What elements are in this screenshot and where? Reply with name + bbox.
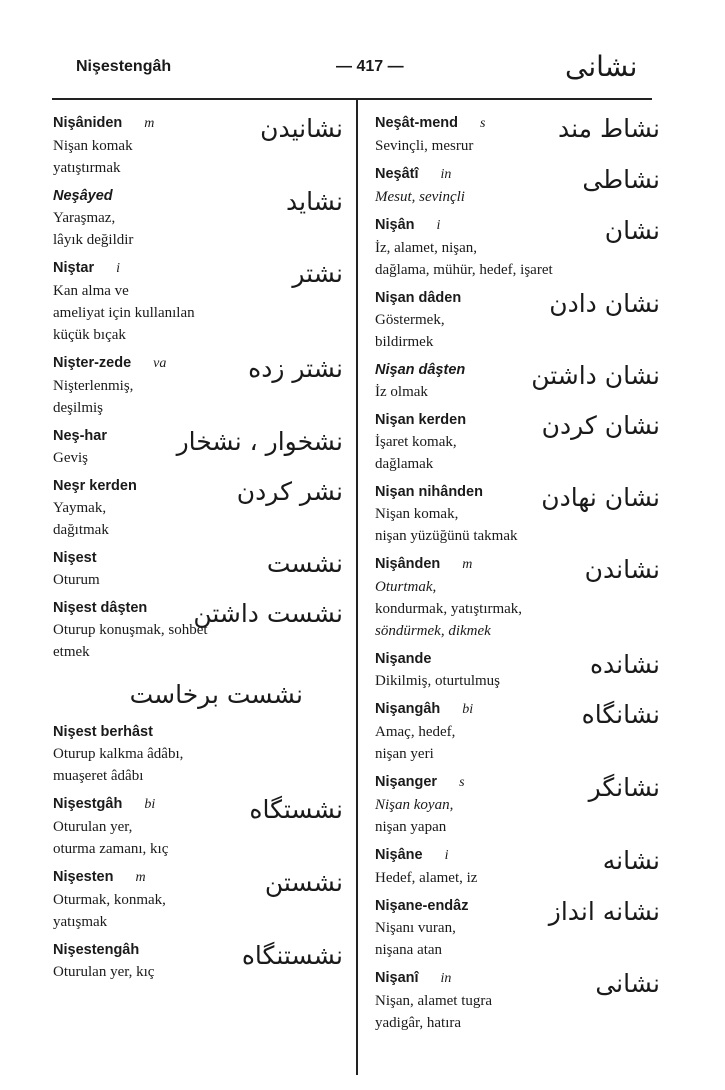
entry-term: Nişanger (375, 774, 438, 790)
dictionary-entry (375, 648, 660, 692)
entry-definition-line: nişan yeri (375, 746, 434, 762)
dictionary-entry (53, 352, 343, 419)
entry-term: Nişestengâh (53, 942, 140, 958)
entry-part-of-speech: m (462, 557, 473, 572)
entry-definition-line: yatışmak (53, 914, 108, 930)
dictionary-entry (375, 287, 660, 353)
entry-arabic-script: نشان کردن (541, 411, 660, 440)
header-rule (52, 98, 652, 100)
dictionary-entry (53, 866, 343, 933)
entry-definition-line: Amaç, hedef, (375, 724, 456, 740)
entry-arabic-script: نشانده (589, 650, 660, 679)
entry-definition-line: Yaraşmaz, (53, 210, 116, 226)
entry-term: Nişesten (53, 869, 114, 885)
entry-arabic-script: نشست (266, 549, 343, 578)
entry-term: Nişangâh (375, 701, 441, 717)
entry-arabic-script: نشان (604, 216, 660, 245)
entry-arabic-script: نشاطی (582, 165, 660, 194)
entry-definition-line: Hedef, alamet, iz (375, 870, 478, 886)
entry-arabic-script: نشانه انداز (548, 897, 660, 926)
entry-part-of-speech: in (440, 971, 452, 986)
entry-part-of-speech: i (116, 261, 120, 276)
entry-part-of-speech: m (144, 116, 155, 131)
entry-arabic-script: نشان داشتن (531, 361, 660, 390)
dictionary-entry (375, 771, 660, 838)
entry-arabic-script: نشر کردن (236, 477, 343, 506)
entry-arabic-script: نشاندن (584, 555, 660, 584)
entry-definition-line: muaşeret âdâbı (53, 768, 144, 784)
dictionary-entry (53, 939, 343, 983)
entry-term: Neşâtî (375, 166, 419, 182)
entry-part-of-speech: s (480, 116, 486, 131)
right-column (375, 112, 660, 1040)
entry-term: Neş-har (53, 428, 107, 444)
standalone-arabic-heading: نشست برخاست (129, 680, 303, 709)
entry-definition-line: söndürmek, dikmek (375, 623, 491, 639)
entry-term: Nişest (53, 550, 97, 566)
entry-definition-line: lâyık değildir (53, 232, 134, 248)
entry-definition-line: Dikilmiş, oturtulmuş (375, 673, 501, 689)
dictionary-entry (53, 425, 343, 469)
dictionary-entry (53, 597, 343, 663)
entry-definition-line: Nişan, alamet tugra (375, 993, 493, 1009)
entry-definition-line: Oturmak, konmak, (53, 892, 166, 908)
dictionary-entry (53, 185, 343, 251)
entry-definition-line: deşilmiş (53, 400, 104, 416)
running-head-right-arabic: نشانی (565, 51, 638, 82)
entry-definition-line: kondurmak, yatıştırmak, (375, 601, 523, 617)
entry-term: Neşâyed (53, 188, 113, 204)
entry-part-of-speech: va (153, 356, 167, 371)
dictionary-entry (375, 359, 660, 403)
entry-term: Nişâniden (53, 115, 123, 131)
entry-arabic-script: نشانه (602, 846, 660, 875)
entry-part-of-speech: s (459, 775, 465, 790)
entry-arabic-script: نشستگاه (249, 795, 343, 824)
entry-definition-line: Nişterlenmiş, (53, 378, 134, 394)
dictionary-entry (375, 214, 660, 281)
entry-definition-line: oturma zamanı, kıç (53, 841, 169, 857)
entry-arabic-script: نشانگاه (581, 700, 660, 729)
entry-term: Nişan kerden (375, 412, 467, 428)
entry-term: Neşr kerden (53, 478, 137, 494)
entry-definition-line: Nişanı vuran, (375, 920, 456, 936)
entry-definition-line: nişan yapan (375, 819, 447, 835)
dictionary-entry (375, 967, 660, 1034)
entry-definition-line: Oturtmak, (375, 579, 437, 595)
entry-definition-line: ameliyat için kullanılan (53, 305, 195, 321)
entry-term: Nişest dâşten (53, 600, 148, 616)
entry-arabic-script: نشخوار ، نشخار (176, 427, 343, 456)
dictionary-entry (375, 409, 660, 475)
entry-arabic-script: نشست داشتن (193, 599, 343, 628)
entry-arabic-script: نشستن (264, 868, 343, 897)
entry-definition-line: Nişan komak, (375, 506, 459, 522)
entry-part-of-speech: in (440, 167, 452, 182)
entry-definition-line: İşaret komak, (375, 434, 457, 450)
entry-arabic-script: نشستنگاه (241, 941, 343, 970)
running-head-left: Nişestengâh (76, 58, 172, 75)
column-divider (356, 100, 358, 1075)
entry-term: Nişan dâşten (375, 362, 466, 378)
dictionary-entry (375, 112, 660, 157)
entry-term: Nişân (375, 217, 415, 233)
dictionary-entry (53, 721, 343, 787)
entry-definition-line: bildirmek (375, 334, 434, 350)
entry-arabic-script: نشانیدن (260, 114, 343, 143)
entry-definition-line: Yaymak, (53, 500, 107, 516)
entry-definition-line: dağlama, mühür, hedef, işaret (375, 262, 553, 278)
dictionary-entry (375, 698, 660, 765)
dictionary-entry (375, 895, 660, 961)
entry-definition-line: yadigâr, hatıra (375, 1015, 462, 1031)
entry-part-of-speech: bi (144, 797, 156, 812)
entry-arabic-script: نشان نهادن (541, 483, 660, 512)
entry-arabic-script: نشاط مند (557, 114, 660, 143)
entry-term: Nişâne (375, 847, 423, 863)
entry-definition-line: nişan yüzüğünü takmak (375, 528, 518, 544)
dictionary-entry (375, 481, 660, 547)
entry-definition-line: Mesut, sevinçli (375, 189, 465, 205)
entry-arabic-script: نشتر زده (248, 354, 343, 383)
entry-term: Nişter-zede (53, 355, 132, 371)
entry-part-of-speech: bi (462, 702, 474, 717)
entry-term: Niştar (53, 260, 95, 276)
dictionary-entry (53, 793, 343, 860)
entry-term: Nişane-endâz (375, 898, 469, 914)
entry-headword (53, 721, 343, 743)
entry-definition-line: Oturup konuşmak, sohbet (53, 622, 208, 638)
entry-definition-line: Nişan komak (53, 138, 133, 154)
dictionary-entry (53, 257, 343, 346)
entry-definition-line: Sevinçli, mesrur (375, 138, 474, 154)
entry-definition-line: Oturulan yer, kıç (53, 964, 155, 980)
entry-definition-line: Kan alma ve (53, 283, 129, 299)
entry-definition-line: İz olmak (375, 384, 428, 400)
entry-term: Nişânden (375, 556, 441, 572)
entry-term: Nişest berhâst (53, 724, 153, 740)
entry-part-of-speech: i (436, 218, 441, 233)
entry-term: Nişande (375, 651, 432, 667)
dictionary-entry (53, 475, 343, 541)
entry-arabic-script: نشانگر (588, 773, 660, 802)
entry-arabic-script: نشان دادن (549, 289, 660, 318)
entry-definition-line: yatıştırmak (53, 160, 121, 176)
entry-definition-line: Oturum (53, 572, 100, 588)
entry-term: Nişan nihânden (375, 484, 483, 500)
entry-part-of-speech: m (135, 870, 146, 885)
entry-definition-line: nişana atan (375, 942, 443, 958)
dictionary-entry (375, 553, 660, 642)
entry-definition-line: Geviş (53, 450, 88, 466)
dictionary-entry (375, 163, 660, 208)
entry-definition-line: dağlamak (375, 456, 434, 472)
entry-arabic-script: نشاید (286, 187, 343, 216)
entry-definition-line: İz, alamet, nişan, (375, 240, 478, 256)
entry-arabic-script: نشانی (595, 969, 660, 998)
page-number: — 417 — (336, 58, 404, 75)
entry-definition-line: küçük bıçak (53, 327, 126, 343)
entry-term: Nişan dâden (375, 290, 462, 306)
dictionary-entry (53, 112, 343, 179)
entry-definition-line: dağıtmak (53, 522, 109, 538)
dictionary-entry (375, 844, 660, 889)
entry-definition-line: Oturulan yer, (53, 819, 133, 835)
entry-term: Nişanî (375, 970, 419, 986)
entry-arabic-script: نشتر (292, 259, 343, 288)
entry-definition-line: etmek (53, 644, 90, 660)
entry-definition-line: Oturup kalkma âdâbı, (53, 746, 184, 762)
entry-part-of-speech: i (444, 848, 449, 863)
left-column (53, 112, 343, 989)
dictionary-entry (53, 547, 343, 591)
entry-term: Neşât-mend (375, 115, 458, 131)
entry-term: Nişestgâh (53, 796, 123, 812)
entry-definition-line: Nişan koyan, (375, 797, 454, 813)
entry-definition-line: Göstermek, (375, 312, 445, 328)
